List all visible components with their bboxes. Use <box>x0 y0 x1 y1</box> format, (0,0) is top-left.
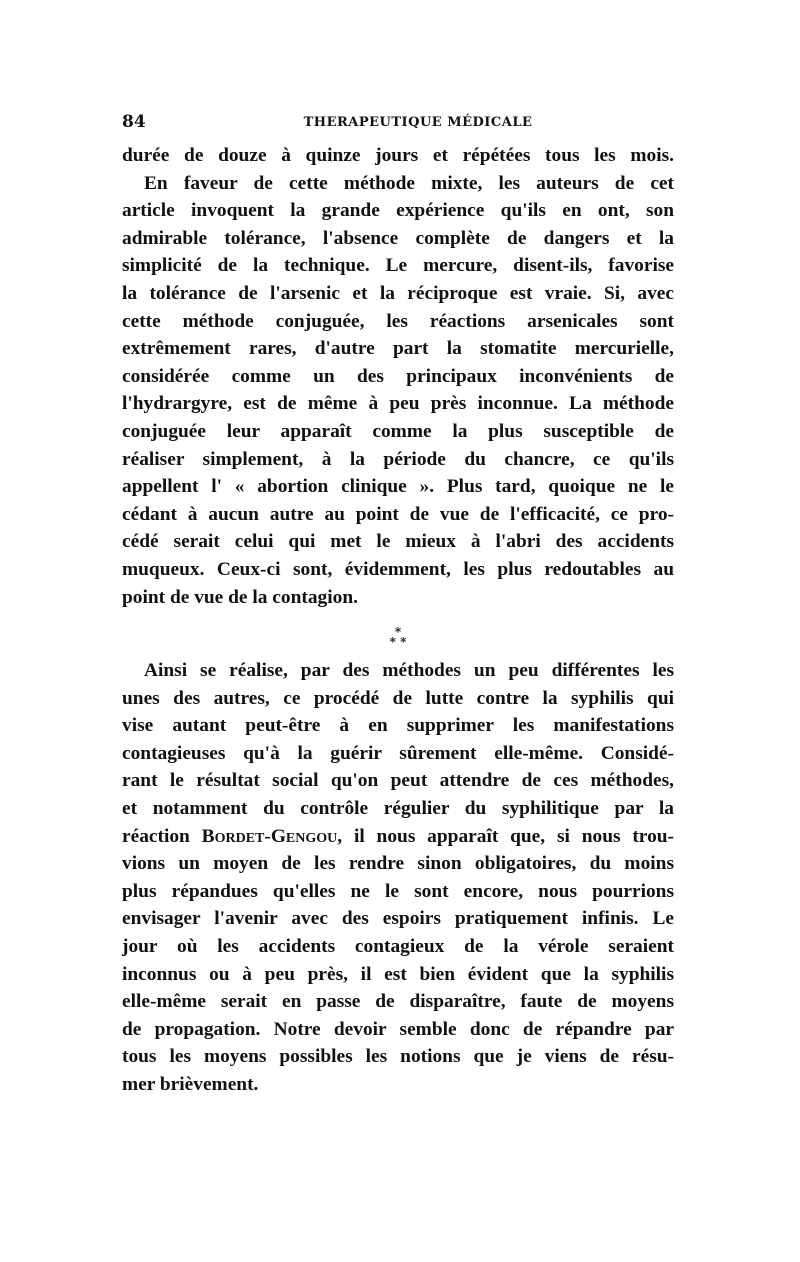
page-number: 84 <box>122 112 146 132</box>
text-line: envisager l'avenir avec des espoirs pratiquement infinis. Le <box>122 908 674 930</box>
text-line: appellent l' « abortion clinique ». Plus tard, quoique ne le <box>122 476 674 498</box>
text-line: conjuguée leur apparaît comme la plus susceptible de <box>122 420 674 442</box>
text-line: mer brièvement. <box>122 1074 259 1095</box>
asterism-top: * <box>394 625 402 640</box>
text-line: Ainsi se réalise, par des méthodes un peu différentes les <box>144 660 674 682</box>
book-page <box>122 112 674 1099</box>
text-line: vions un moyen de les rendre sinon obligatoires, du moins <box>122 853 674 875</box>
text-line: cette méthode conjuguée, les réactions arsenicales sont <box>122 310 674 332</box>
text-line: l'hydrargyre, est de même à peu près inconnue. La méthode <box>122 393 674 415</box>
text-line: vise autant peut-être à en supprimer les manifestations <box>122 715 674 737</box>
text-line: tous les moyens possibles les notions que je viens de résu- <box>122 1046 674 1068</box>
text-fragment: réaction <box>122 825 202 847</box>
text-line: contagieuses qu'à la guérir sûrement elle-même. Considé- <box>122 742 674 764</box>
text-line: elle-même serait en passe de disparaître, faute de moyens <box>122 991 674 1013</box>
running-title: THERAPEUTIQUE MÉDICALE <box>303 115 533 130</box>
text-line: et notamment du contrôle régulier du syphilitique par la <box>122 798 674 820</box>
text-line: jour où les accidents contagieux de la vérole seraient <box>122 936 674 958</box>
text-line: extrêmement rares, d'autre part la stomatite mercurielle, <box>122 338 674 360</box>
page-header <box>122 112 674 142</box>
text-line: point de vue de la contagion. <box>122 586 358 608</box>
asterism-bottom: * * <box>389 635 407 650</box>
text-line: simplicité de la technique. Le mercure, disent-ils, favorise <box>122 255 674 277</box>
author-name: Bordet-Gengou <box>201 825 338 847</box>
section-asterism <box>122 611 674 657</box>
text-line-with-name <box>122 823 674 851</box>
text-line: la tolérance de l'arsenic et la réciproque est vraie. Si, avec <box>122 282 674 304</box>
text-line: plus répandues qu'elles ne le sont encore, nous pourrions <box>122 880 674 902</box>
text-line: durée de douze à quinze jours et répétées tous les mois. <box>122 145 674 166</box>
text-line: En faveur de cette méthode mixte, les auteurs de cet <box>144 172 674 194</box>
paragraph-1 <box>122 142 674 611</box>
text-line: muqueux. Ceux-ci sont, évidemment, les plus redoutables au <box>122 558 674 580</box>
text-line: cédant à aucun autre au point de vue de l'efficacité, ce pro- <box>122 503 674 525</box>
text-line: considérée comme un des principaux inconvénients de <box>122 365 674 387</box>
text-line: cédé serait celui qui met le mieux à l'abri des accidents <box>122 531 674 553</box>
text-line: admirable tolérance, l'absence complète de dangers et la <box>122 227 674 249</box>
text-line: de propagation. Notre devoir semble donc de répandre par <box>122 1018 674 1040</box>
text-line: article invoquent la grande expérience qu'ils en ont, son <box>122 200 674 222</box>
text-line: inconnus ou à peu près, il est bien évident que la syphilis <box>122 963 674 985</box>
text-line: réaliser simplement, à la période du chancre, ce qu'ils <box>122 448 674 470</box>
text-line: rant le résultat social qu'on peut attendre de ces méthodes, <box>122 770 674 792</box>
text-line: unes des autres, ce procédé de lutte contre la syphilis qui <box>122 687 674 709</box>
paragraph-2 <box>122 657 674 1099</box>
text-fragment: , il nous apparaît que, si nous trou- <box>337 825 675 847</box>
